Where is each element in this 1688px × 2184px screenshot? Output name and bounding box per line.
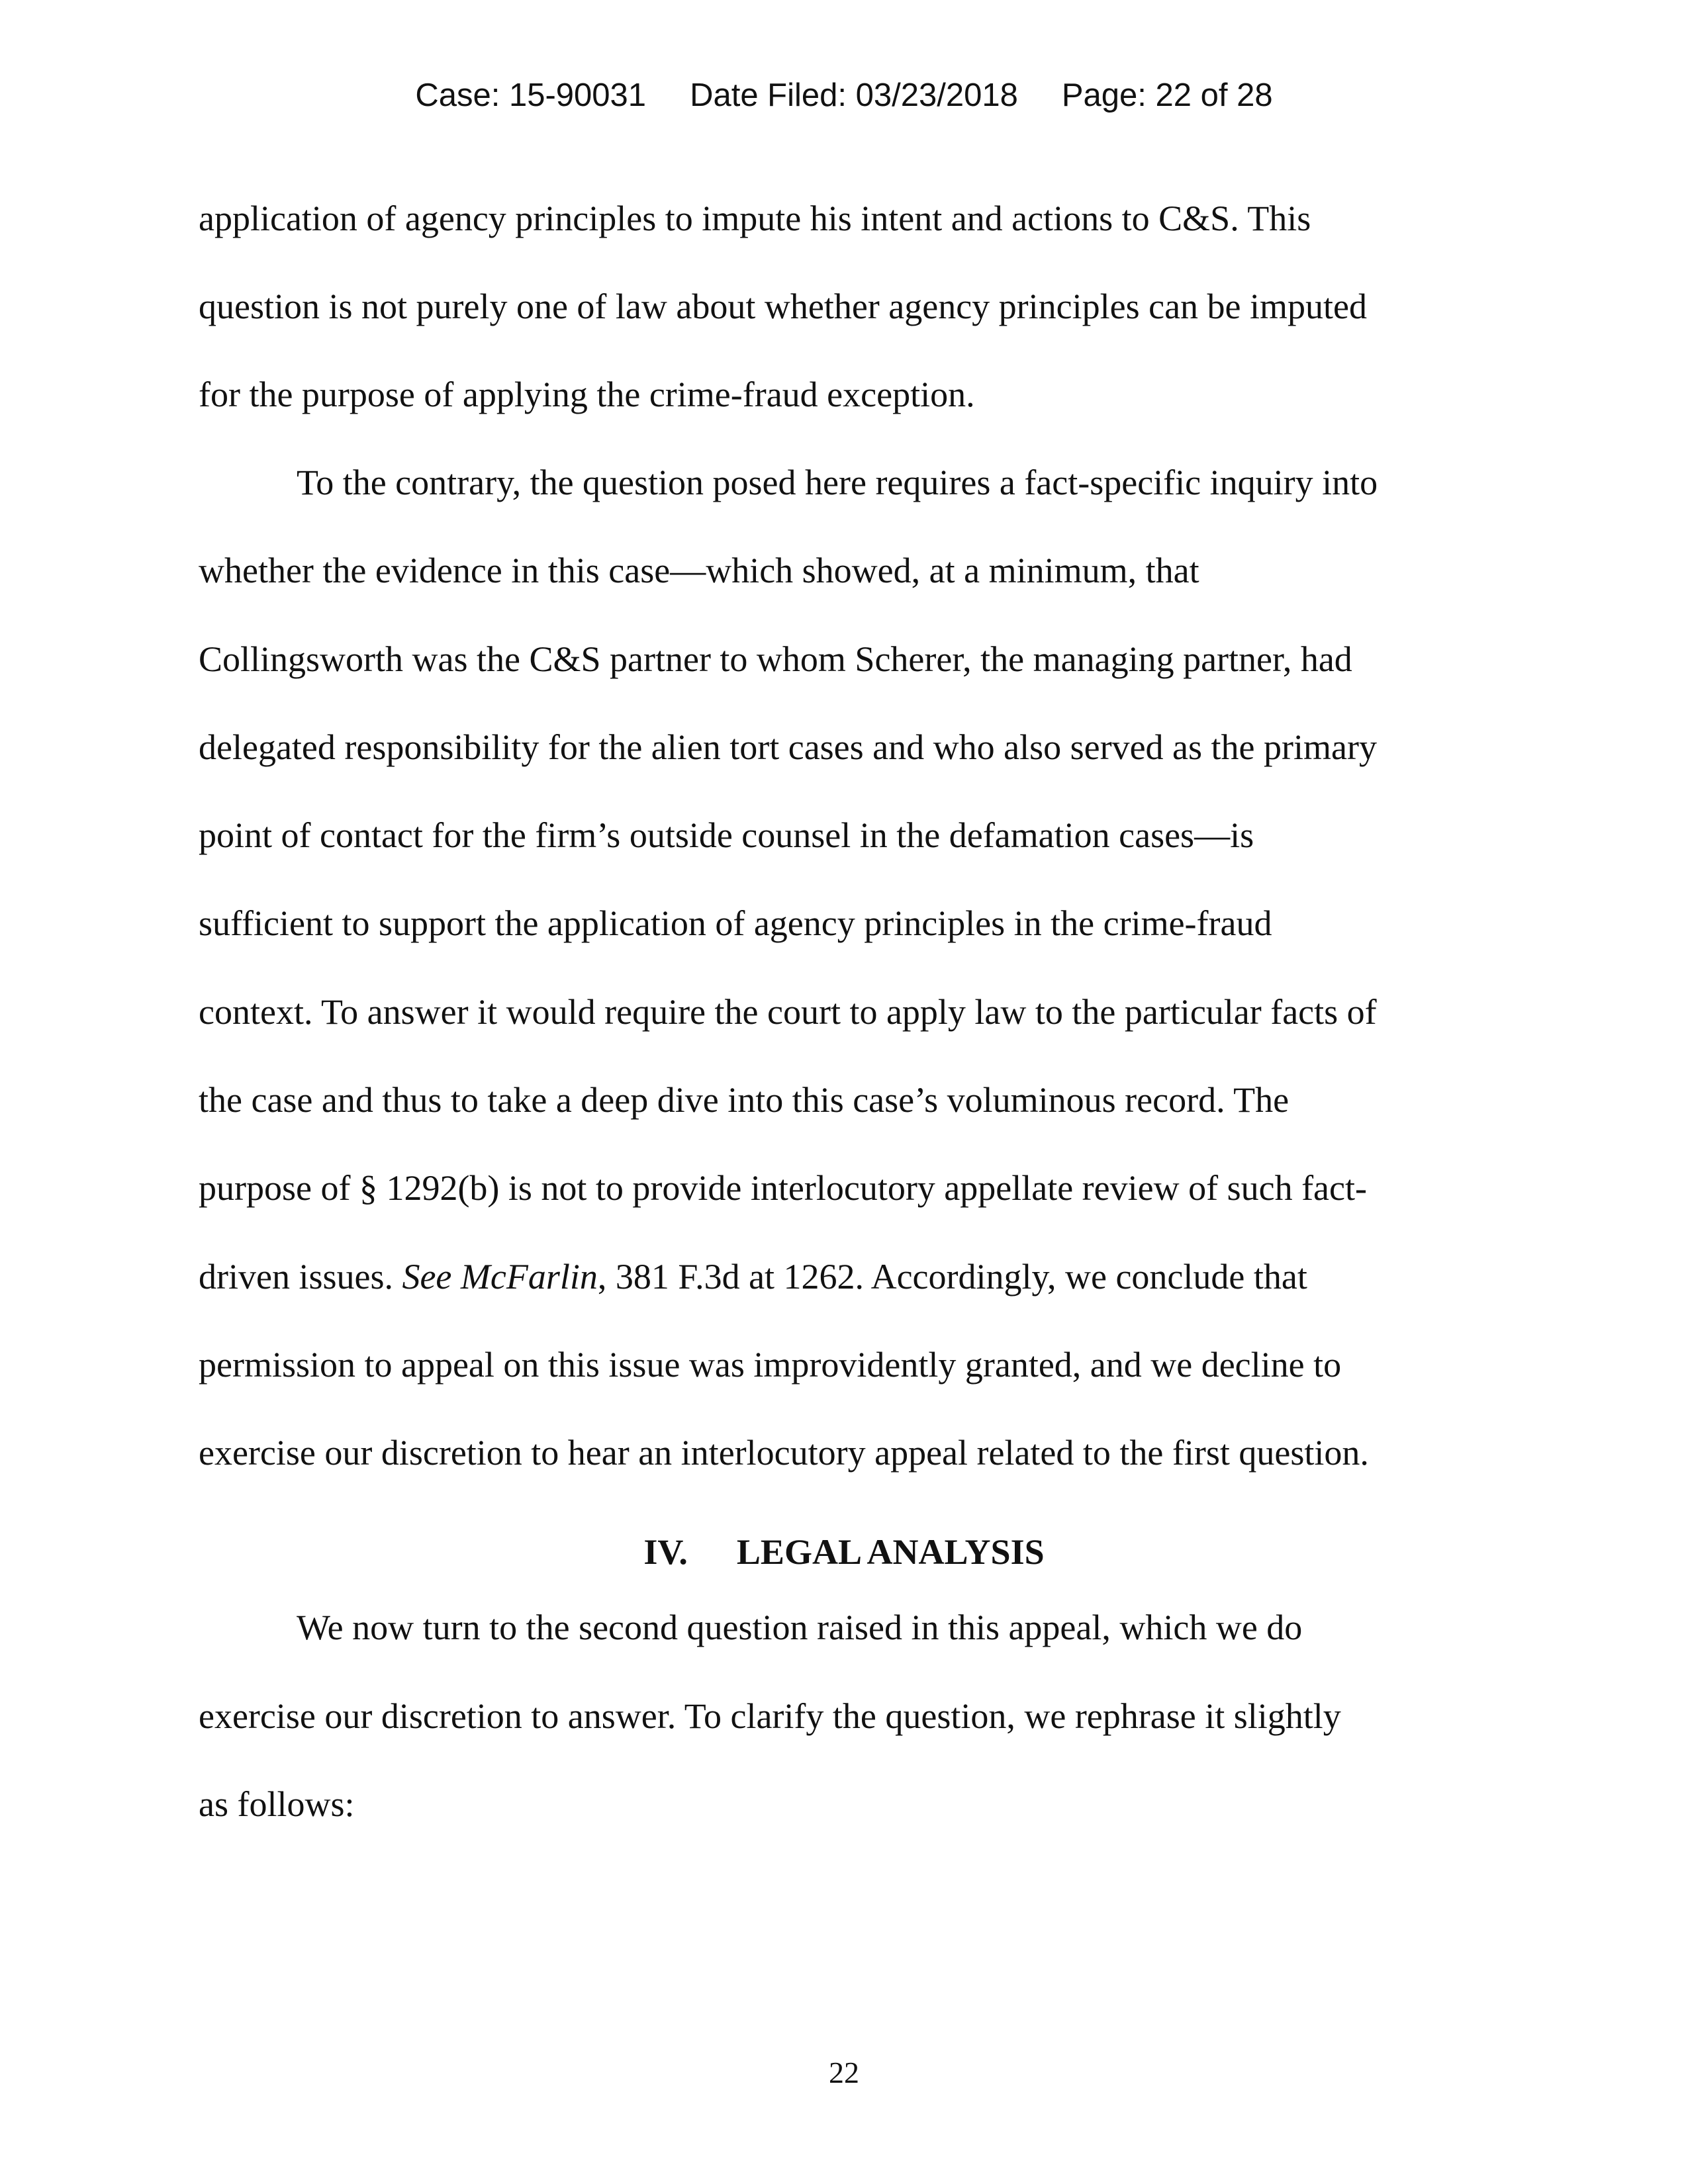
body-line: the case and thus to take a deep dive into this case’s voluminous record. The [199,1080,1289,1120]
section-heading [0,1529,1688,1575]
body-line: application of agency principles to impute his intent and actions to C&S. This [199,199,1311,238]
body-line: To the contrary, the question posed here requires a fact-specific inquiry into [297,463,1378,502]
date-filed: Date Filed: 03/23/2018 [690,77,1018,113]
body-line-with-citation [199,1253,1307,1300]
body-line: Collingsworth was the C&S partner to whom Scherer, the managing partner, had [199,639,1352,679]
page-number: 22 [829,2056,859,2089]
body-line: question is not purely one of law about whether agency principles can be imputed [199,287,1367,326]
body-line: purpose of § 1292(b) is not to provide interlocutory appellate review of such fact- [199,1168,1367,1208]
text-run: , 381 F.3d at 1262. Accordingly, we conclude that [597,1257,1307,1297]
case-citation: See McFarlin [402,1257,598,1297]
case-number: Case: 15-90031 [415,77,647,113]
body-line: We now turn to the second question raised in this appeal, which we do [297,1608,1303,1647]
body-line: as follows: [199,1784,355,1824]
section-number: IV. [643,1532,688,1572]
body-line: delegated responsibility for the alien tort cases and who also served as the primary [199,727,1377,767]
text-run: driven issues. [199,1257,402,1297]
page-header [0,77,1688,114]
body-line: permission to appeal on this issue was improvidently granted, and we decline to [199,1345,1342,1385]
body-line: point of contact for the firm’s outside counsel in the defamation cases—is [199,815,1254,855]
body-line: whether the evidence in this case—which showed, at a minimum, that [199,551,1199,590]
section-title: LEGAL ANALYSIS [736,1532,1045,1572]
body-line: context. To answer it would require the court to apply law to the particular facts of [199,992,1377,1032]
body-line: exercise our discretion to answer. To clarify the question, we rephrase it slightly [199,1696,1341,1736]
page-count: Page: 22 of 28 [1061,77,1273,113]
body-line: sufficient to support the application of agency principles in the crime-fraud [199,903,1272,943]
body-line: exercise our discretion to hear an interlocutory appeal related to the first question. [199,1433,1369,1473]
body-line: for the purpose of applying the crime-fraud exception. [199,375,975,414]
